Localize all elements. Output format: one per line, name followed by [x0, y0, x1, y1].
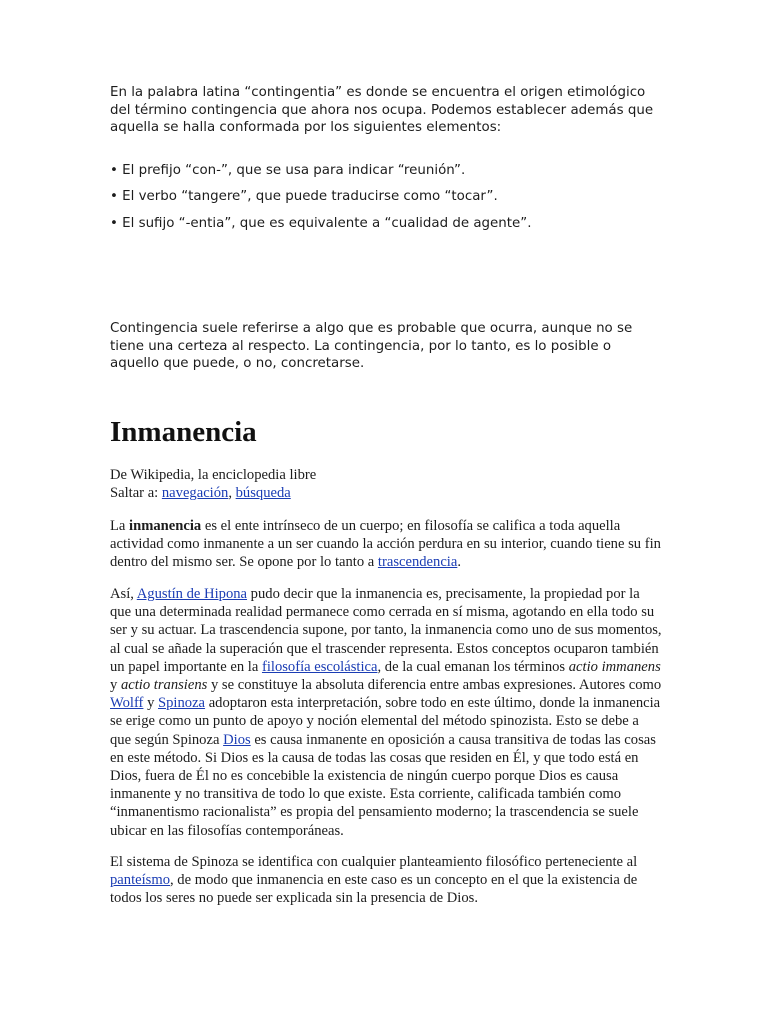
actio-immanens-term: actio immanens	[568, 658, 661, 675]
bullet-suffix: • El sufijo “-entia”, que es equivalente a “cualidad de agente”.	[110, 216, 532, 231]
actio-transiens-term: actio transiens	[120, 677, 208, 694]
text-run: y se constituye la absoluta diferencia entre ambas expresiones. Autores como	[207, 677, 662, 694]
jump-to-label: Saltar a:	[110, 485, 162, 502]
term-inmanencia: inmanencia	[129, 518, 202, 534]
definition-paragraph	[110, 517, 662, 572]
trascendencia-link[interactable]: trascendencia	[377, 554, 458, 571]
history-paragraph	[110, 585, 662, 840]
text-run: es causa inmanente en oposición a causa transitiva de todas las cosas en este método. Si Dios es la causa de todas las cosas que residen en Él, y que todo está en Dios, fuera de Él no es concebible la existencia de ningún cuerpo porque Dios es causa inmanente y no transitiva de todo lo que existe. Esta corriente, calificada también como “inmanentismo racionalista” es propia del pensamiento moderno; la trascendencia se suele ubicar en las filosofías contemporáneas.	[110, 731, 656, 839]
text-run: , de la cual emanan los términos	[377, 658, 569, 675]
text-run: es el ente intrínseco de un cuerpo; en filosofía se califica a toda aquella actividad como inmanente a un ser cuando la acción perdura en su interior, cuando tiene su fin dentro del mismo ser. Se opone por lo tanto a	[110, 518, 661, 571]
article-title: Inmanencia	[110, 416, 257, 448]
filosofia-escolastica-link[interactable]: filosofía escolástica	[261, 658, 378, 675]
spinoza-system-paragraph	[110, 853, 662, 908]
search-link[interactable]: búsqueda	[235, 485, 291, 502]
text-run: El sistema de Spinoza se identifica con cualquier planteamiento filosófico perteneciente al	[110, 854, 638, 870]
text-run: .	[457, 554, 461, 571]
intro-paragraph: En la palabra latina “contingentia” es donde se encuentra el origen etimológico del término contingencia que ahora nos ocupa. Podemos establecer además que aquella se halla conformada por los siguientes elementos:	[110, 85, 654, 135]
text-run: La	[110, 518, 130, 534]
text-run: y	[143, 695, 159, 712]
text-run: Así,	[110, 586, 137, 602]
contingencia-paragraph: Contingencia suele referirse a algo que es probable que ocurra, aunque no se tiene una certeza al respecto. La contingencia, por lo tanto, es lo posible o aquello que puede, o no, concretarse.	[110, 321, 633, 371]
article-subtitle	[110, 466, 670, 502]
jump-to-line	[110, 484, 670, 502]
navigation-link[interactable]: navegación	[161, 485, 229, 502]
spinoza-link[interactable]: Spinoza	[158, 695, 206, 712]
agustin-de-hipona-link[interactable]: Agustín de Hipona	[136, 586, 248, 602]
text-run: y	[110, 677, 121, 694]
panteismo-link[interactable]: panteísmo	[110, 872, 170, 889]
from-wikipedia-line: De Wikipedia, la enciclopedia libre	[110, 467, 317, 483]
text-run: adoptaron esta interpretación, sobre todo en este último, donde la inmanencia se erige como un punto de apoyo y noción elemental del método spinozista. Esto se debe a que según Spinoza	[110, 695, 661, 748]
jump-separator: ,	[228, 485, 236, 502]
text-run: , de modo que inmanencia en este caso es un concepto en el que la existencia de todos los seres no puede ser explicada sin la presencia de Dios.	[110, 872, 638, 907]
text-run: pudo decir que la inmanencia es, precisamente, la propiedad por la que una determinada realidad permanece como cerrada en sí misma, agotando en ella todo su ser y su actuar. La trascendencia supone, por tanto, la inmanencia como uno de sus momentos, al cual se añade la superación que el trascender representa. Estos conceptos ocuparon también un papel importante en la	[110, 586, 662, 675]
bullet-prefix: • El prefijo “con-”, que se usa para indicar “reunión”.	[110, 163, 466, 178]
dios-link[interactable]: Dios	[223, 731, 251, 748]
bullet-verb: • El verbo “tangere”, que puede traducirse como “tocar”.	[110, 189, 498, 204]
wolff-link[interactable]: Wolff	[110, 695, 144, 712]
